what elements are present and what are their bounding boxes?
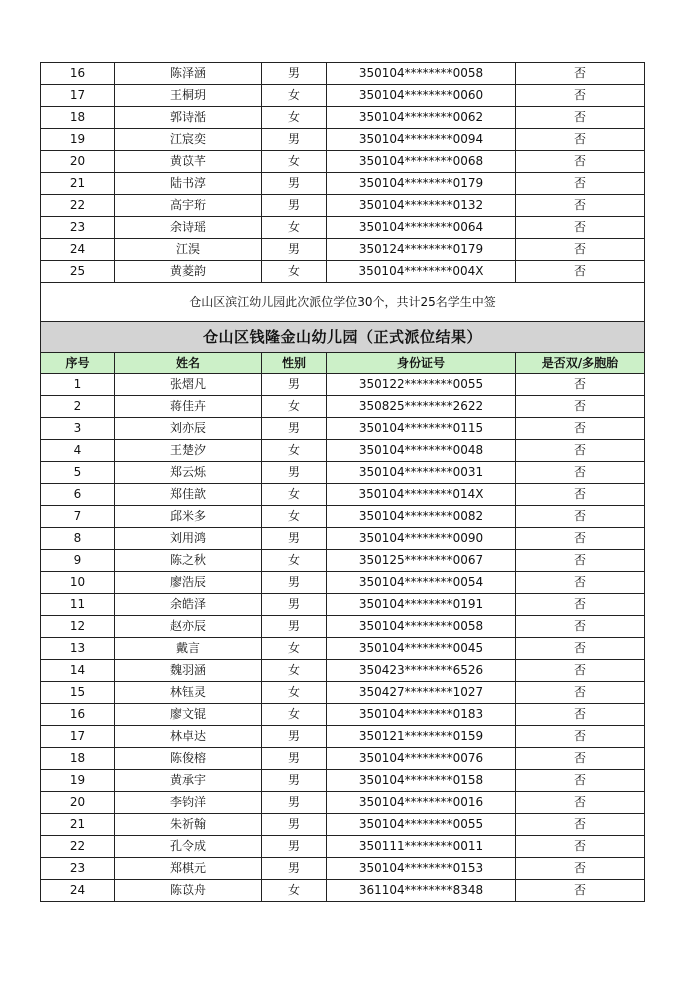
cell-id-number: 350104********0054: [327, 572, 516, 594]
header-id-number: 身份证号: [327, 353, 516, 374]
cell-name: 赵亦辰: [115, 616, 262, 638]
cell-id-number: 350122********0055: [327, 374, 516, 396]
cell-id-number: 350104********0058: [327, 63, 516, 85]
cell-name: 余诗瑶: [115, 217, 262, 239]
cell-twins: 否: [516, 195, 645, 217]
cell-index: 16: [41, 63, 115, 85]
cell-twins: 否: [516, 572, 645, 594]
cell-index: 1: [41, 374, 115, 396]
table-row: [41, 418, 645, 440]
cell-name: 孔令成: [115, 836, 262, 858]
cell-gender: 女: [262, 638, 327, 660]
table-row: [41, 616, 645, 638]
table-row: [41, 63, 645, 85]
cell-gender: 女: [262, 880, 327, 902]
section2-title-row: [41, 322, 645, 353]
cell-id-number: 350104********0076: [327, 748, 516, 770]
cell-gender: 男: [262, 792, 327, 814]
cell-gender: 男: [262, 528, 327, 550]
table-row: [41, 594, 645, 616]
cell-twins: 否: [516, 594, 645, 616]
cell-name: 黄承宇: [115, 770, 262, 792]
cell-name: 江宸奕: [115, 129, 262, 151]
table-row: [41, 261, 645, 283]
cell-name: 刘亦辰: [115, 418, 262, 440]
table-row: [41, 85, 645, 107]
cell-name: 黄菱韵: [115, 261, 262, 283]
header-name: 姓名: [115, 353, 262, 374]
cell-index: 23: [41, 217, 115, 239]
table-row: [41, 151, 645, 173]
table-row: [41, 572, 645, 594]
cell-index: 17: [41, 85, 115, 107]
section1-rows: [41, 63, 645, 283]
table-row: [41, 239, 645, 261]
cell-id-number: 350825********2622: [327, 396, 516, 418]
cell-twins: 否: [516, 726, 645, 748]
cell-index: 16: [41, 704, 115, 726]
cell-gender: 男: [262, 418, 327, 440]
cell-id-number: 350104********0055: [327, 814, 516, 836]
cell-twins: 否: [516, 814, 645, 836]
cell-index: 24: [41, 880, 115, 902]
cell-index: 11: [41, 594, 115, 616]
cell-name: 刘用鸿: [115, 528, 262, 550]
section2-header-row: [41, 353, 645, 374]
cell-name: 魏羽涵: [115, 660, 262, 682]
cell-index: 18: [41, 748, 115, 770]
cell-index: 2: [41, 396, 115, 418]
cell-id-number: 350104********0183: [327, 704, 516, 726]
cell-twins: 否: [516, 880, 645, 902]
cell-gender: 男: [262, 572, 327, 594]
cell-gender: 男: [262, 594, 327, 616]
cell-gender: 女: [262, 550, 327, 572]
cell-name: 王楚汐: [115, 440, 262, 462]
cell-index: 19: [41, 770, 115, 792]
cell-gender: 男: [262, 374, 327, 396]
cell-twins: 否: [516, 660, 645, 682]
cell-index: 22: [41, 195, 115, 217]
cell-gender: 男: [262, 195, 327, 217]
table-row: [41, 217, 645, 239]
table-row: [41, 195, 645, 217]
cell-index: 5: [41, 462, 115, 484]
cell-twins: 否: [516, 748, 645, 770]
cell-gender: 女: [262, 85, 327, 107]
cell-index: 6: [41, 484, 115, 506]
cell-id-number: 350104********0031: [327, 462, 516, 484]
cell-name: 戴言: [115, 638, 262, 660]
cell-index: 21: [41, 173, 115, 195]
table-row: [41, 858, 645, 880]
cell-twins: 否: [516, 374, 645, 396]
table-row: [41, 550, 645, 572]
cell-gender: 男: [262, 63, 327, 85]
cell-name: 蒋佳卉: [115, 396, 262, 418]
cell-twins: 否: [516, 261, 645, 283]
cell-name: 邱米多: [115, 506, 262, 528]
cell-gender: 男: [262, 748, 327, 770]
section1-summary-note: 仓山区滨江幼儿园此次派位学位30个，共计25名学生中签: [41, 283, 645, 322]
cell-name: 林钰灵: [115, 682, 262, 704]
table-row: [41, 836, 645, 858]
cell-gender: 男: [262, 814, 327, 836]
cell-gender: 男: [262, 836, 327, 858]
cell-name: 郑棋元: [115, 858, 262, 880]
cell-id-number: 350111********0011: [327, 836, 516, 858]
cell-index: 10: [41, 572, 115, 594]
allocation-table: [40, 62, 645, 902]
cell-id-number: 350423********6526: [327, 660, 516, 682]
header-twins: 是否双/多胞胎: [516, 353, 645, 374]
cell-twins: 否: [516, 173, 645, 195]
result-sheet: [40, 62, 644, 902]
cell-name: 江淏: [115, 239, 262, 261]
cell-id-number: 350104********0016: [327, 792, 516, 814]
table-row: [41, 770, 645, 792]
table-row: [41, 792, 645, 814]
cell-index: 14: [41, 660, 115, 682]
cell-gender: 女: [262, 440, 327, 462]
cell-id-number: 350104********0048: [327, 440, 516, 462]
cell-id-number: 350104********0068: [327, 151, 516, 173]
table-row: [41, 660, 645, 682]
cell-twins: 否: [516, 528, 645, 550]
cell-twins: 否: [516, 506, 645, 528]
cell-id-number: 350104********0153: [327, 858, 516, 880]
section2-title: 仓山区钱隆金山幼儿园（正式派位结果）: [41, 322, 645, 353]
cell-id-number: 350104********0115: [327, 418, 516, 440]
section1-summary-row: [41, 283, 645, 322]
table-row: [41, 129, 645, 151]
cell-twins: 否: [516, 396, 645, 418]
cell-twins: 否: [516, 704, 645, 726]
cell-id-number: 350125********0067: [327, 550, 516, 572]
cell-twins: 否: [516, 217, 645, 239]
cell-id-number: 350104********014X: [327, 484, 516, 506]
cell-index: 24: [41, 239, 115, 261]
cell-id-number: 350104********004X: [327, 261, 516, 283]
cell-gender: 女: [262, 217, 327, 239]
cell-twins: 否: [516, 151, 645, 173]
cell-index: 12: [41, 616, 115, 638]
cell-index: 23: [41, 858, 115, 880]
cell-name: 郭诗湉: [115, 107, 262, 129]
header-gender: 性别: [262, 353, 327, 374]
cell-id-number: 350104********0045: [327, 638, 516, 660]
cell-id-number: 350104********0132: [327, 195, 516, 217]
cell-gender: 女: [262, 682, 327, 704]
cell-twins: 否: [516, 418, 645, 440]
cell-gender: 女: [262, 660, 327, 682]
table-row: [41, 748, 645, 770]
cell-id-number: 350104********0058: [327, 616, 516, 638]
cell-twins: 否: [516, 239, 645, 261]
cell-twins: 否: [516, 770, 645, 792]
cell-twins: 否: [516, 616, 645, 638]
cell-twins: 否: [516, 550, 645, 572]
table-row: [41, 704, 645, 726]
cell-gender: 男: [262, 239, 327, 261]
cell-id-number: 350104********0090: [327, 528, 516, 550]
cell-index: 18: [41, 107, 115, 129]
cell-name: 高宇珩: [115, 195, 262, 217]
table-row: [41, 506, 645, 528]
cell-index: 9: [41, 550, 115, 572]
cell-index: 8: [41, 528, 115, 550]
cell-id-number: 350104********0094: [327, 129, 516, 151]
cell-id-number: 350104********0158: [327, 770, 516, 792]
cell-index: 22: [41, 836, 115, 858]
cell-gender: 女: [262, 151, 327, 173]
cell-gender: 男: [262, 129, 327, 151]
cell-id-number: 350104********0082: [327, 506, 516, 528]
cell-twins: 否: [516, 107, 645, 129]
cell-index: 3: [41, 418, 115, 440]
cell-id-number: 350104********0064: [327, 217, 516, 239]
cell-name: 陈泽涵: [115, 63, 262, 85]
cell-gender: 女: [262, 107, 327, 129]
cell-index: 19: [41, 129, 115, 151]
table-row: [41, 462, 645, 484]
cell-index: 17: [41, 726, 115, 748]
cell-gender: 男: [262, 770, 327, 792]
cell-name: 陈俊榕: [115, 748, 262, 770]
table-row: [41, 880, 645, 902]
cell-id-number: 350104********0179: [327, 173, 516, 195]
cell-id-number: 361104********8348: [327, 880, 516, 902]
cell-name: 张熠凡: [115, 374, 262, 396]
table-row: [41, 396, 645, 418]
cell-name: 黄苡芊: [115, 151, 262, 173]
cell-name: 廖浩辰: [115, 572, 262, 594]
table-row: [41, 682, 645, 704]
cell-gender: 女: [262, 396, 327, 418]
cell-name: 陈之秋: [115, 550, 262, 572]
cell-gender: 男: [262, 726, 327, 748]
cell-id-number: 350104********0191: [327, 594, 516, 616]
cell-gender: 男: [262, 858, 327, 880]
cell-twins: 否: [516, 792, 645, 814]
cell-gender: 男: [262, 616, 327, 638]
cell-twins: 否: [516, 836, 645, 858]
cell-index: 15: [41, 682, 115, 704]
table-row: [41, 528, 645, 550]
cell-gender: 女: [262, 506, 327, 528]
cell-name: 陈苡舟: [115, 880, 262, 902]
cell-twins: 否: [516, 129, 645, 151]
cell-name: 郑云烁: [115, 462, 262, 484]
cell-twins: 否: [516, 440, 645, 462]
cell-name: 郑佳歆: [115, 484, 262, 506]
cell-gender: 女: [262, 261, 327, 283]
cell-id-number: 350104********0062: [327, 107, 516, 129]
cell-index: 25: [41, 261, 115, 283]
cell-id-number: 350121********0159: [327, 726, 516, 748]
cell-name: 廖文锟: [115, 704, 262, 726]
cell-twins: 否: [516, 85, 645, 107]
cell-id-number: 350427********1027: [327, 682, 516, 704]
cell-name: 朱祈翰: [115, 814, 262, 836]
cell-id-number: 350124********0179: [327, 239, 516, 261]
cell-index: 7: [41, 506, 115, 528]
table-row: [41, 484, 645, 506]
cell-index: 13: [41, 638, 115, 660]
table-row: [41, 726, 645, 748]
table-row: [41, 107, 645, 129]
table-row: [41, 374, 645, 396]
table-row: [41, 173, 645, 195]
table-row: [41, 638, 645, 660]
cell-gender: 男: [262, 462, 327, 484]
cell-name: 李钧洋: [115, 792, 262, 814]
cell-name: 陆书淳: [115, 173, 262, 195]
cell-twins: 否: [516, 462, 645, 484]
cell-twins: 否: [516, 858, 645, 880]
cell-id-number: 350104********0060: [327, 85, 516, 107]
cell-name: 王桐玥: [115, 85, 262, 107]
cell-twins: 否: [516, 638, 645, 660]
section2-rows: [41, 374, 645, 902]
cell-gender: 女: [262, 704, 327, 726]
cell-index: 21: [41, 814, 115, 836]
cell-gender: 女: [262, 484, 327, 506]
cell-index: 20: [41, 151, 115, 173]
cell-twins: 否: [516, 63, 645, 85]
cell-name: 余皓泽: [115, 594, 262, 616]
table-row: [41, 814, 645, 836]
cell-index: 20: [41, 792, 115, 814]
cell-twins: 否: [516, 484, 645, 506]
header-index: 序号: [41, 353, 115, 374]
table-row: [41, 440, 645, 462]
cell-name: 林卓达: [115, 726, 262, 748]
cell-gender: 男: [262, 173, 327, 195]
cell-index: 4: [41, 440, 115, 462]
cell-twins: 否: [516, 682, 645, 704]
